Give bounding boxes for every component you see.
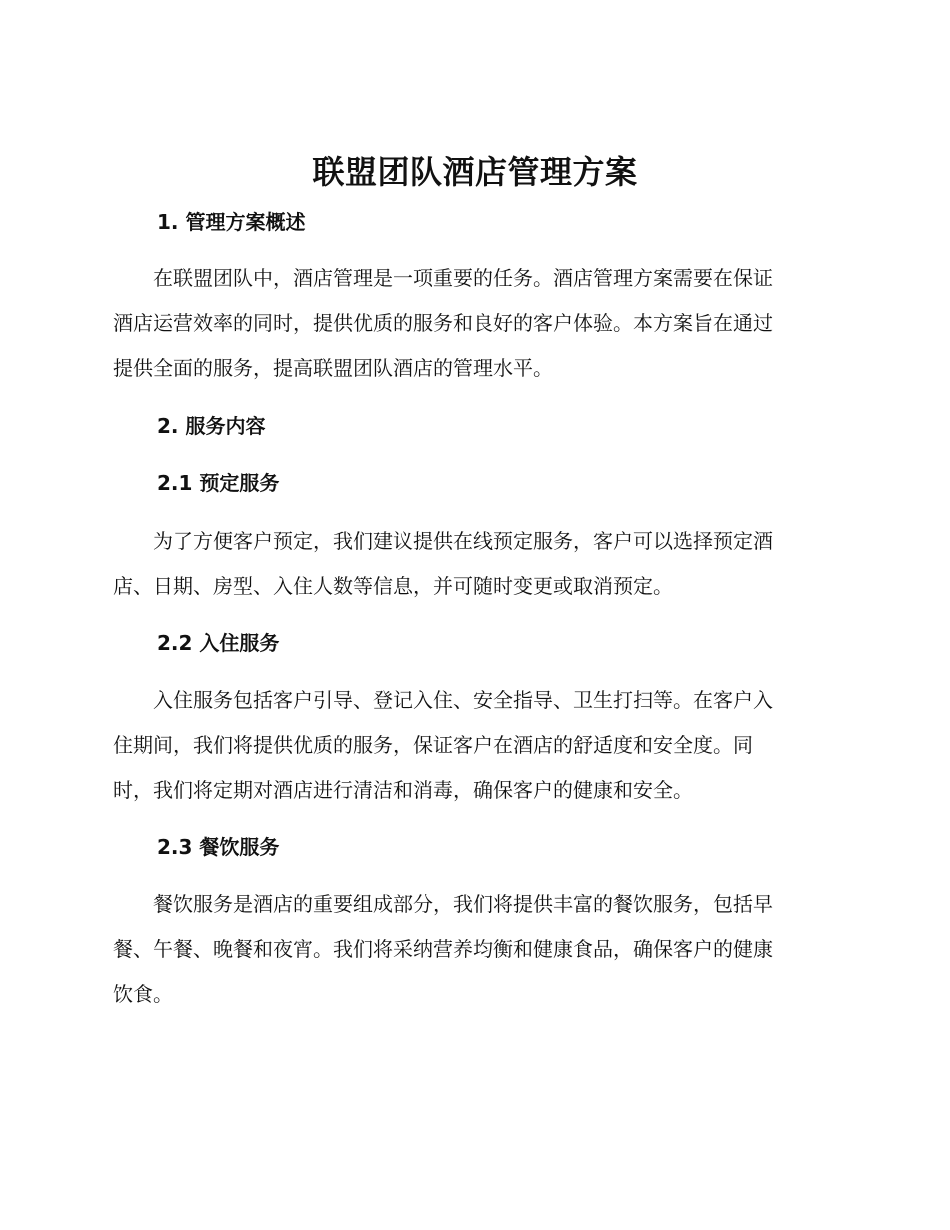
section-heading-overview: 1. 管理方案概述 (157, 210, 306, 234)
paragraph-line: 入住服务包括客户引导、登记入住、安全指导、卫生打扫等。在客户入 (153, 688, 773, 712)
paragraph-line: 在联盟团队中，酒店管理是一项重要的任务。酒店管理方案需要在保证 (153, 266, 773, 290)
section-heading-checkin: 2.2 入住服务 (157, 631, 280, 655)
paragraph-line: 为了方便客户预定，我们建议提供在线预定服务，客户可以选择预定酒 (153, 529, 773, 553)
document-title: 联盟团队酒店管理方案 (312, 153, 638, 191)
section-heading-dining: 2.3 餐饮服务 (157, 835, 280, 859)
paragraph-line: 饮食。 (113, 982, 173, 1006)
paragraph-line: 店、日期、房型、入住人数等信息，并可随时变更或取消预定。 (113, 574, 673, 598)
section-heading-booking: 2.1 预定服务 (157, 471, 280, 495)
paragraph-line: 餐饮服务是酒店的重要组成部分，我们将提供丰富的餐饮服务，包括早 (153, 892, 773, 916)
section-paragraph-booking (113, 519, 833, 609)
paragraph-line: 时，我们将定期对酒店进行清洁和消毒，确保客户的健康和安全。 (113, 778, 693, 802)
section-paragraph-checkin (113, 678, 833, 813)
paragraph-line: 酒店运营效率的同时，提供优质的服务和良好的客户体验。本方案旨在通过 (113, 311, 773, 335)
section-paragraph-overview (113, 256, 833, 391)
paragraph-line: 提供全面的服务，提高联盟团队酒店的管理水平。 (113, 356, 553, 380)
section-heading-services: 2. 服务内容 (157, 414, 266, 438)
paragraph-line: 餐、午餐、晚餐和夜宵。我们将采纳营养均衡和健康食品，确保客户的健康 (113, 937, 773, 961)
section-paragraph-dining (113, 882, 833, 1017)
paragraph-line: 住期间，我们将提供优质的服务，保证客户在酒店的舒适度和安全度。同 (113, 733, 753, 757)
